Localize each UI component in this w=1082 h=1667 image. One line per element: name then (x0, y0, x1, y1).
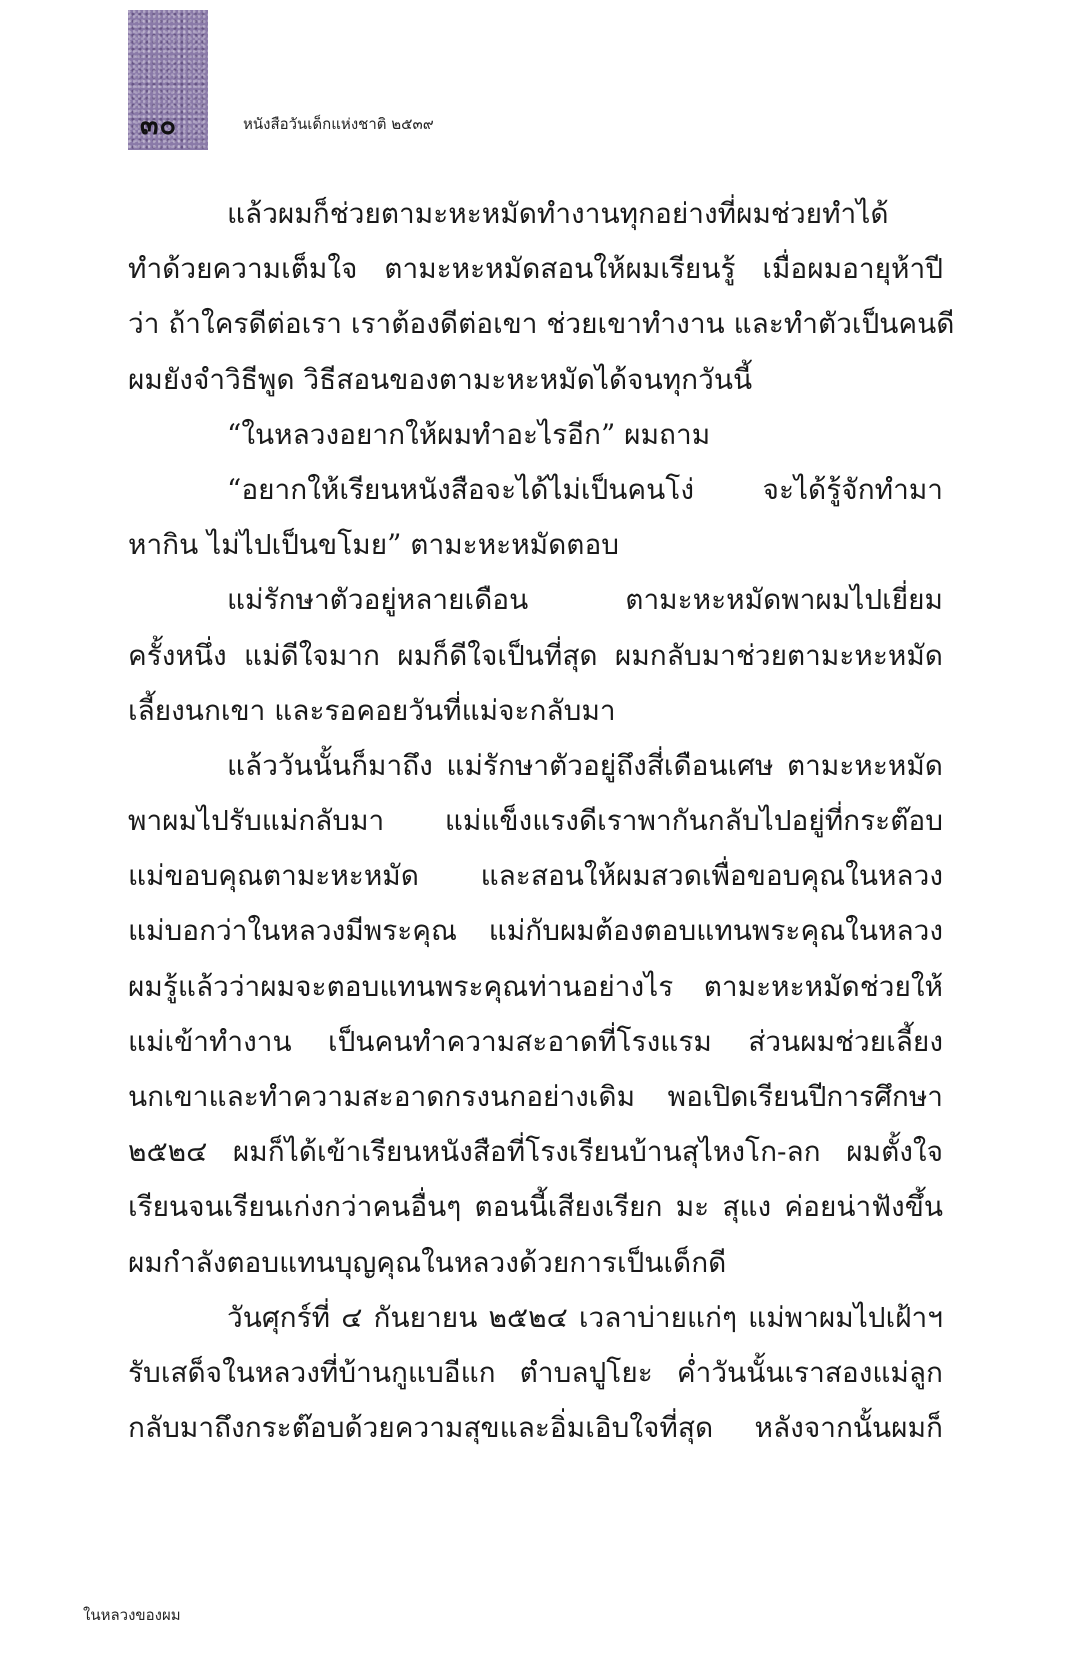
text-line: แม่ขอบคุณตามะหะหมัด และสอนให้ผมสวดเพื่อขอบคุณในหลวง (128, 859, 943, 893)
text-line: พาผมไปรับแม่กลับมา แม่แข็งแรงดีเราพากันกลับไปอยู่ที่กระต๊อบ (128, 804, 943, 838)
text-line: หากิน ไม่ไปเป็นขโมย” ตามะหะหมัดตอบ (128, 528, 620, 562)
text-line: แล้วผมก็ช่วยตามะหะหมัดทำงานทุกอย่างที่ผมช่วยทำได้ (227, 197, 889, 230)
footer-book-title: ในหลวงของผม (83, 1606, 181, 1624)
text-line: นกเขาและทำความสะอาดกรงนกอย่างเดิม พอเปิดเรียนปีการศึกษา (128, 1080, 943, 1113)
text-line: ครั้งหนึ่ง แม่ดีใจมาก ผมก็ดีใจเป็นที่สุด ผมกลับมาช่วยตามะหะหมัด (128, 638, 943, 672)
page-number: ๓๐ (140, 110, 177, 141)
text-line: เรียนจนเรียนเก่งกว่าคนอื่นๆ ตอนนี้เสียงเรียก มะ สุแง ค่อยน่าฟังขึ้น (128, 1190, 943, 1224)
text-line: ทำด้วยความเต็มใจ ตามะหะหมัดสอนให้ผมเรียนรู้ เมื่อผมอายุห้าปี (128, 252, 943, 286)
text-line: ๒๕๒๔ ผมก็ได้เข้าเรียนหนังสือที่โรงเรียนบ้านสุไหงโก-ลก ผมตั้งใจ (128, 1135, 943, 1169)
text-line: แล้ววันนั้นก็มาถึง แม่รักษาตัวอยู่ถึงสี่เดือนเศษ ตามะหะหมัด (227, 748, 943, 782)
text-line: “ในหลวงอยากให้ผมทำอะไรอีก” ผมถาม (227, 417, 711, 451)
text-line: เลี้ยงนกเขา และรอคอยวันที่แม่จะกลับมา (128, 693, 616, 727)
text-line: “อยากให้เรียนหนังสือจะได้ไม่เป็นคนโง่ จะได้รู้จักทำมา (227, 472, 943, 506)
text-line: แม่รักษาตัวอยู่หลายเดือน ตามะหะหมัดพาผมไปเยี่ยม (227, 583, 943, 617)
body-text (128, 186, 955, 1455)
text-line: ผมกำลังตอบแทนบุญคุณในหลวงด้วยการเป็นเด็กดี (128, 1245, 727, 1279)
text-line: กลับมาถึงกระต๊อบด้วยความสุขและอิ่มเอิบใจที่สุด หลังจากนั้นผมก็ (128, 1411, 943, 1445)
text-line: ว่า ถ้าใครดีต่อเรา เราต้องดีต่อเขา ช่วยเขาทำงาน และทำตัวเป็นคนดี (128, 307, 955, 341)
text-line: วันศุกร์ที่ ๔ กันยายน ๒๕๒๔ เวลาบ่ายแก่ๆ แม่พาผมไปเฝ้าฯ (227, 1300, 943, 1334)
running-header-title: หนังสือวันเด็กแห่งชาติ ๒๕๓๙ (243, 115, 434, 133)
text-line: แม่เข้าทำงาน เป็นคนทำความสะอาดที่โรงแรม ส่วนผมช่วยเลี้ยง (128, 1024, 943, 1058)
text-line: ผมรู้แล้วว่าผมจะตอบแทนพระคุณท่านอย่างไร ตามะหะหมัดช่วยให้ (128, 969, 943, 1003)
text-line: ผมยังจำวิธีพูด วิธีสอนของตามะหะหมัดได้จนทุกวันนี้ (128, 362, 753, 396)
text-line: รับเสด็จในหลวงที่บ้านกูแบอีแก ตำบลปูโยะ ค่ำวันนั้นเราสองแม่ลูก (128, 1355, 943, 1389)
text-line: แม่บอกว่าในหลวงมีพระคุณ แม่กับผมต้องตอบแทนพระคุณในหลวง (128, 914, 943, 948)
